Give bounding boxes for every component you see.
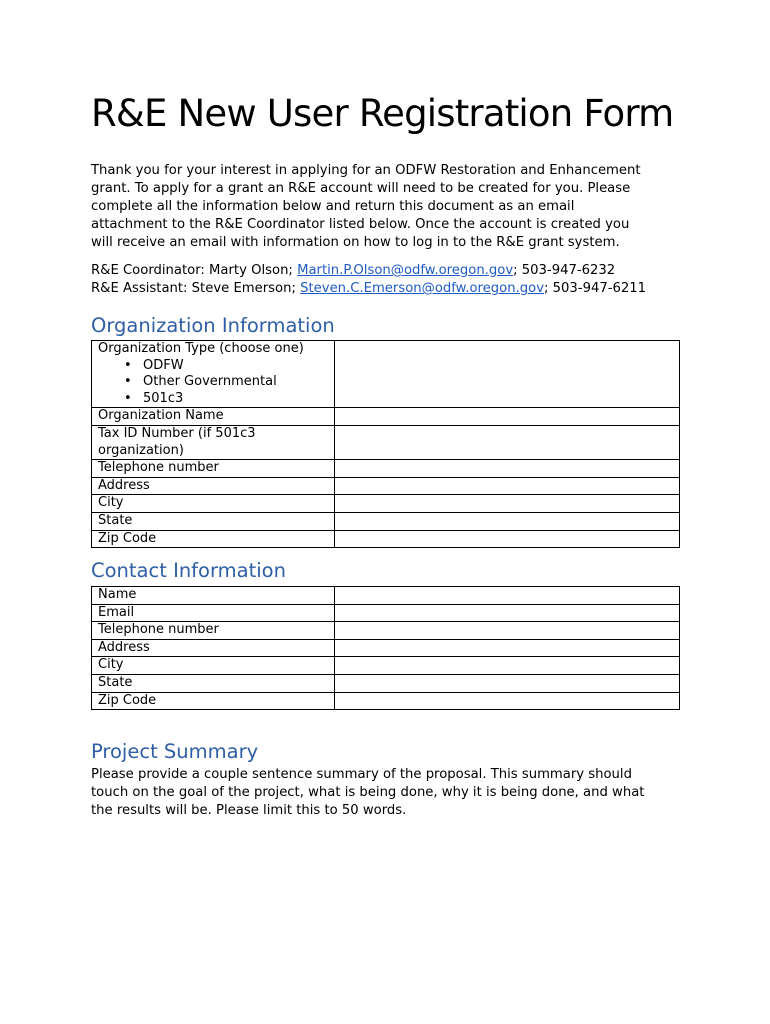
table-row [92, 408, 680, 426]
field-label: Address [92, 639, 335, 657]
coordinator-prefix: R&E Coordinator: Marty Olson; [91, 263, 298, 278]
option-odfw [124, 358, 328, 375]
option-label: ODFW [143, 357, 184, 373]
contact-table [91, 586, 680, 710]
option-label: 501c3 [143, 390, 184, 406]
field-label: Email [92, 604, 335, 622]
contact-address-field[interactable] [335, 639, 680, 657]
org-city-field[interactable] [335, 495, 680, 513]
option-label: Other Governmental [143, 374, 277, 390]
intro-line: Thank you for your interest in applying for an ODFW Restoration and Enhancement [91, 163, 641, 178]
table-row [92, 587, 680, 605]
table-row [92, 692, 680, 710]
project-summary-heading: Project Summary [91, 740, 259, 763]
summary-line: Please provide a couple sentence summary of the proposal. This summary should [91, 767, 632, 782]
table-row [92, 639, 680, 657]
coordinator-contact [91, 262, 615, 280]
table-row [92, 512, 680, 530]
organization-heading: Organization Information [91, 314, 335, 337]
field-label: Zip Code [92, 692, 335, 710]
bullet-icon: • [124, 390, 132, 406]
summary-line: the results will be. Please limit this to 50 words. [91, 803, 407, 818]
org-state-field[interactable] [335, 512, 680, 530]
table-row [92, 530, 680, 548]
table-row [92, 460, 680, 478]
contact-email-field[interactable] [335, 604, 680, 622]
contact-heading: Contact Information [91, 559, 286, 582]
assistant-contact [91, 280, 646, 298]
field-label: Telephone number [92, 622, 335, 640]
table-row [92, 674, 680, 692]
intro-line: attachment to the R&E Coordinator listed below. Once the account is created you [91, 217, 630, 232]
contact-city-field[interactable] [335, 657, 680, 675]
tax-id-field[interactable] [335, 425, 680, 459]
organization-type-field[interactable] [335, 341, 680, 408]
summary-line: touch on the goal of the project, what is being done, why it is being done, and what [91, 785, 645, 800]
bullet-icon: • [124, 374, 132, 390]
org-address-field[interactable] [335, 477, 680, 495]
table-row [92, 477, 680, 495]
intro-line: grant. To apply for a grant an R&E account will need to be created for you. Please [91, 181, 631, 196]
table-row [92, 341, 680, 408]
table-row [92, 604, 680, 622]
field-label: City [92, 657, 335, 675]
org-zip-field[interactable] [335, 530, 680, 548]
bullet-icon: • [124, 357, 132, 373]
field-label: Zip Code [92, 530, 335, 548]
organization-table [91, 340, 680, 548]
organization-type-options [98, 358, 328, 408]
contact-telephone-field[interactable] [335, 622, 680, 640]
assistant-email-link[interactable]: Steven.C.Emerson@odfw.oregon.gov [300, 281, 544, 296]
field-label: Tax ID Number (if 501c3 organization) [92, 425, 335, 459]
assistant-phone: ; 503-947-6211 [544, 281, 647, 296]
table-row [92, 495, 680, 513]
organization-name-field[interactable] [335, 408, 680, 426]
table-row [92, 622, 680, 640]
field-label: Organization Name [92, 408, 335, 426]
contact-state-field[interactable] [335, 674, 680, 692]
intro-line: complete all the information below and return this document as an email [91, 199, 575, 214]
coordinator-email-link[interactable]: Martin.P.Olson@odfw.oregon.gov [297, 263, 514, 278]
coordinator-phone: ; 503-947-6232 [513, 263, 616, 278]
option-other-governmental [124, 374, 328, 391]
table-row [92, 425, 680, 459]
organization-type-label: Organization Type (choose one) [98, 341, 304, 356]
field-label: Telephone number [92, 460, 335, 478]
assistant-prefix: R&E Assistant: Steve Emerson; [91, 281, 301, 296]
intro-line: will receive an email with information on how to log in to the R&E grant system. [91, 235, 620, 250]
organization-type-cell [92, 341, 335, 408]
contact-zip-field[interactable] [335, 692, 680, 710]
option-501c3 [124, 391, 328, 408]
field-label: Address [92, 477, 335, 495]
page-title: R&E New User Registration Form [91, 92, 674, 135]
org-telephone-field[interactable] [335, 460, 680, 478]
field-label: Name [92, 587, 335, 605]
field-label: State [92, 674, 335, 692]
field-label: State [92, 512, 335, 530]
contact-name-field[interactable] [335, 587, 680, 605]
table-row [92, 657, 680, 675]
field-label: City [92, 495, 335, 513]
